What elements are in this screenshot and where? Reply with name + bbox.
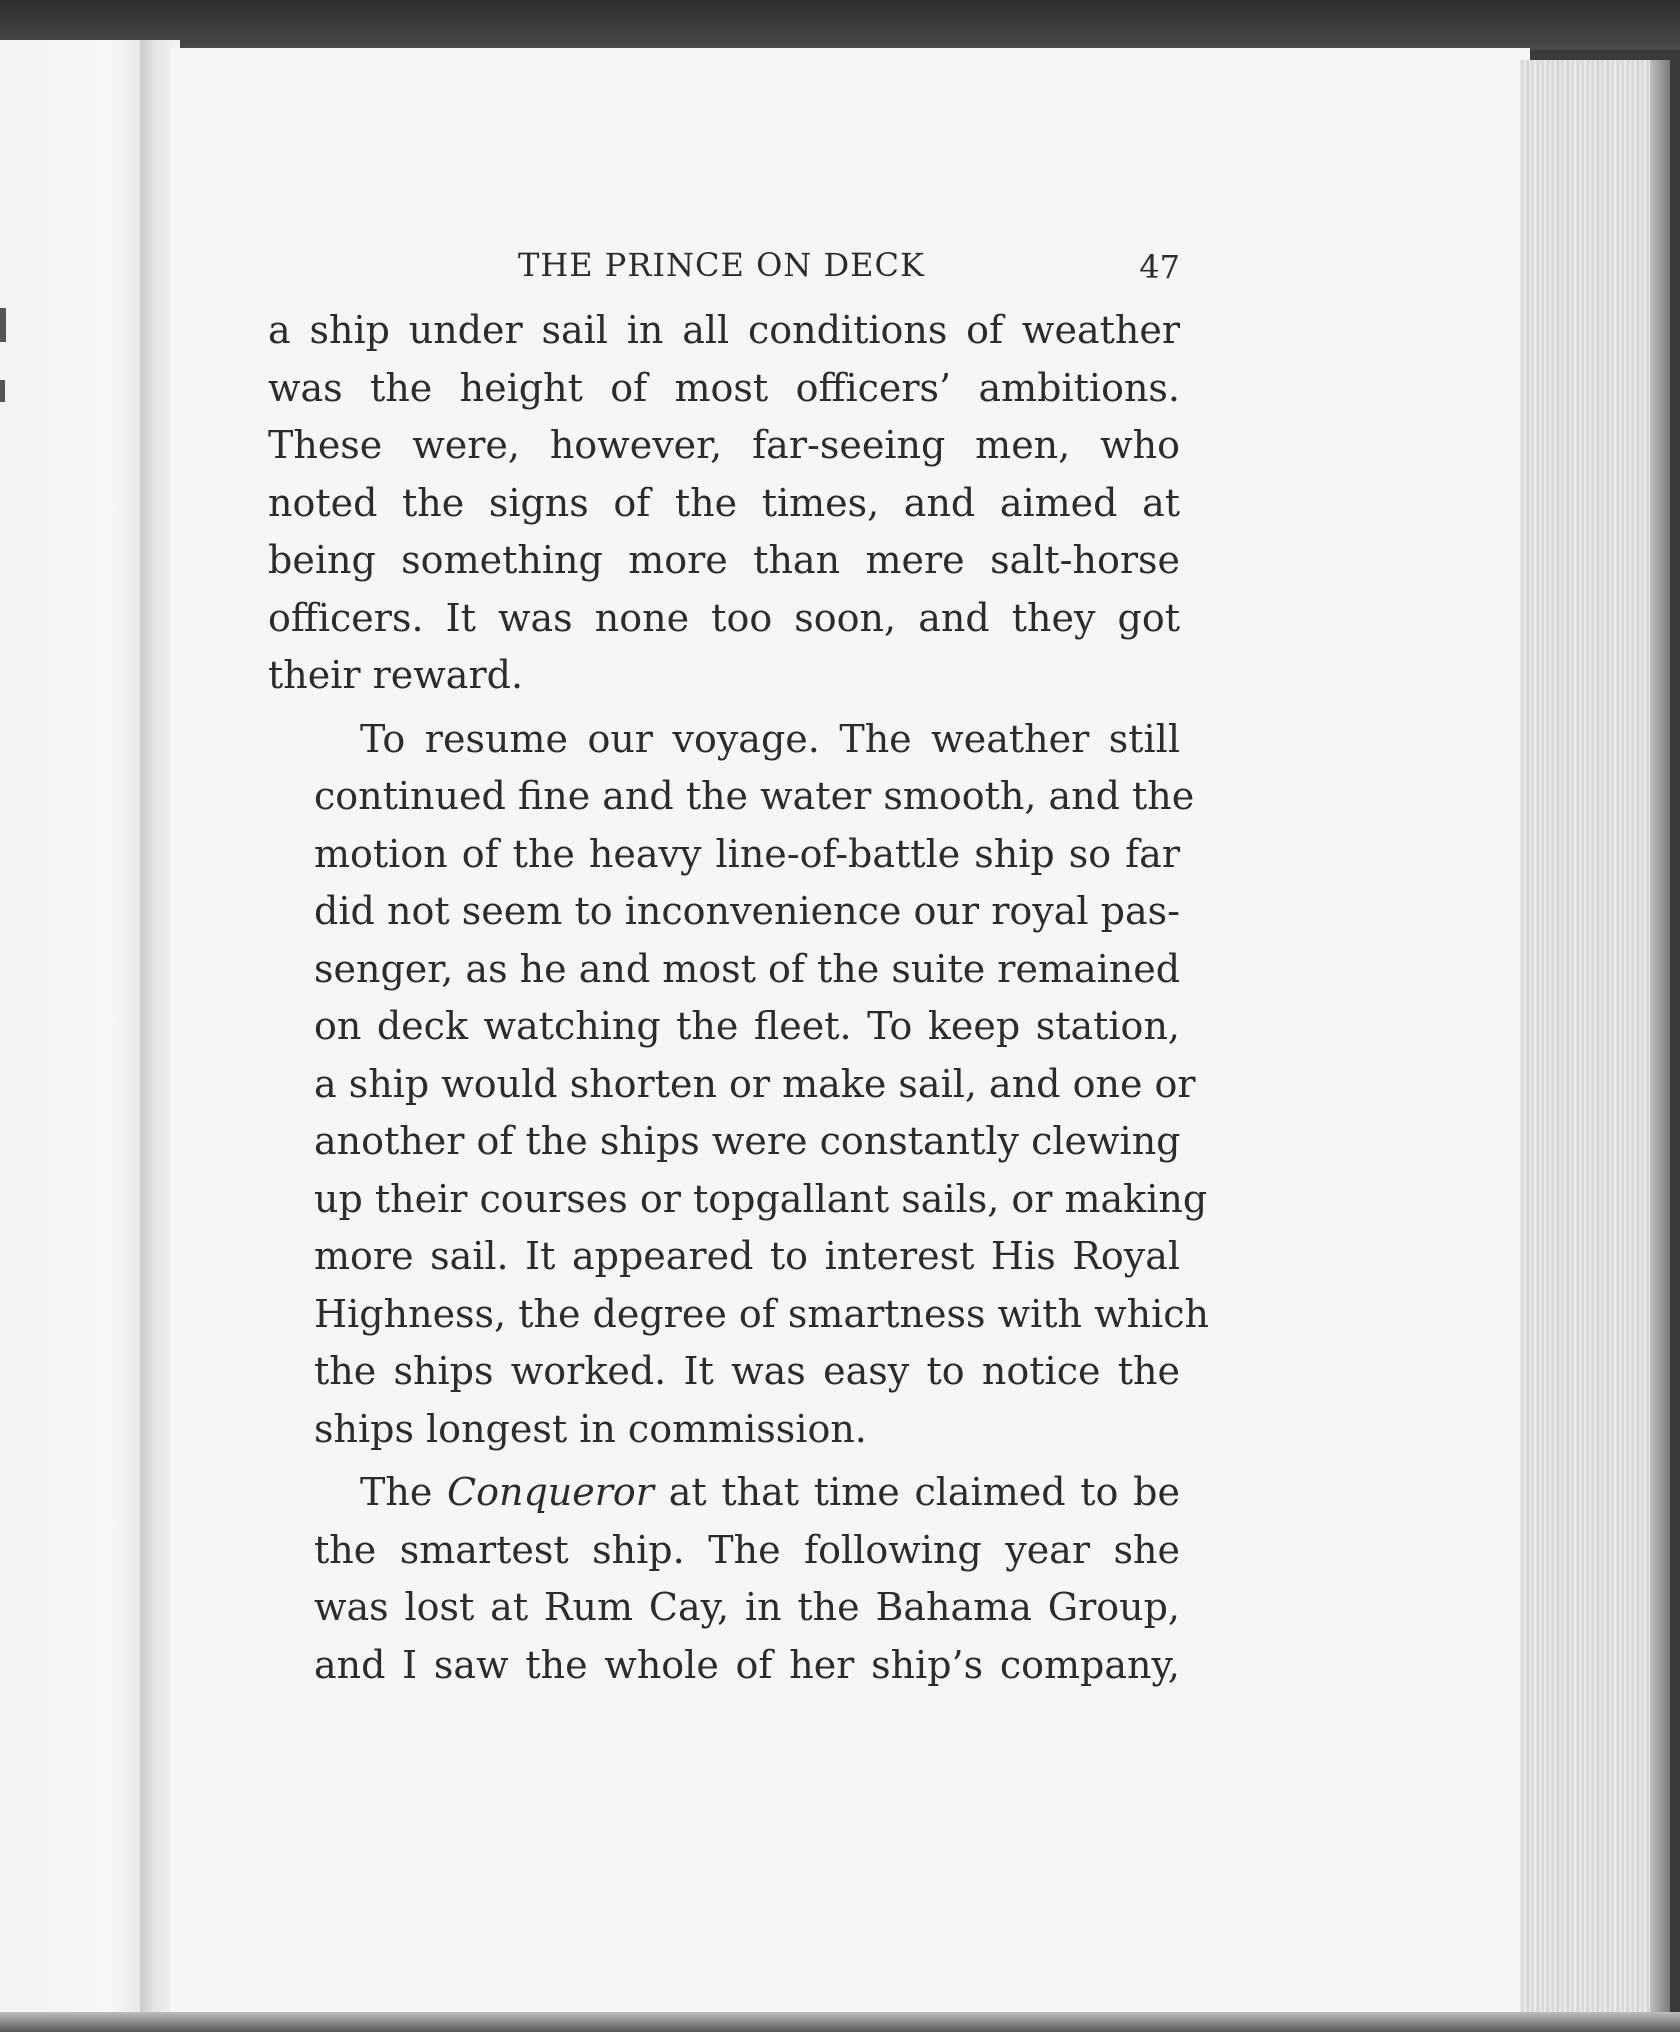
text-line: Highness, the degree of smartness with which — [314, 1291, 1209, 1336]
facing-page-edge — [0, 40, 160, 2030]
facing-page-glyph — [0, 308, 6, 342]
text-line: on deck watching the fleet. To keep station, — [314, 1004, 1180, 1048]
text-line: the smartest ship. The following year she — [314, 1527, 1180, 1572]
text-line — [268, 1464, 1180, 1522]
text-line: up their courses or topgallant sails, or making — [314, 1176, 1208, 1221]
text-line: ships longest in commission. — [314, 1406, 867, 1451]
text-run: The — [360, 1470, 448, 1514]
page-block-edges — [1520, 60, 1670, 2032]
text-line: These were, however, far-seeing men, who — [268, 423, 1180, 467]
running-title: THE PRINCE ON DECK — [518, 246, 925, 284]
page-text — [268, 236, 1209, 1694]
paragraph — [268, 711, 1209, 1459]
text-line: senger, as he and most of the suite remained — [314, 946, 1181, 991]
paragraph — [268, 1464, 1180, 1694]
text-line: and I saw the whole of her ship’s company, — [314, 1642, 1180, 1687]
text-line: more sail. It appeared to interest His Royal — [314, 1234, 1180, 1278]
facing-page-glyph — [0, 380, 5, 402]
text-line: continued fine and the water smooth, and the — [314, 774, 1195, 818]
text-line: officers. It was none too soon, and they got — [268, 595, 1180, 640]
text-line: another of the ships were constantly clewing — [314, 1119, 1181, 1163]
ship-name: Conqueror — [447, 1470, 654, 1514]
scanner-edge-top — [0, 0, 1680, 50]
text-line: noted the signs of the times, and aimed at — [268, 480, 1180, 525]
text-line: motion of the heavy line-of-battle ship so far — [314, 831, 1180, 876]
text-line: did not seem to inconvenience our royal pas- — [314, 889, 1180, 933]
scanner-edge-bottom — [0, 2012, 1680, 2032]
paragraph — [268, 302, 1180, 705]
text-line: was the height of most officers’ ambitions. — [268, 365, 1180, 410]
text-line: being something more than mere salt-horse — [268, 538, 1180, 582]
text-line: a ship would shorten or make sail, and one or — [314, 1061, 1196, 1106]
text-line: the ships worked. It was easy to notice the — [314, 1349, 1180, 1393]
running-head — [268, 236, 1180, 300]
text-run: at that time claimed to be — [653, 1470, 1180, 1514]
text-line: was lost at Rum Cay, in the Bahama Group, — [314, 1585, 1180, 1629]
text-line: their reward. — [268, 653, 524, 697]
page-number: 47 — [1139, 248, 1180, 286]
text-line: To resume our voyage. The weather still — [360, 716, 1180, 761]
text-line: a ship under sail in all conditions of weather — [268, 308, 1180, 352]
